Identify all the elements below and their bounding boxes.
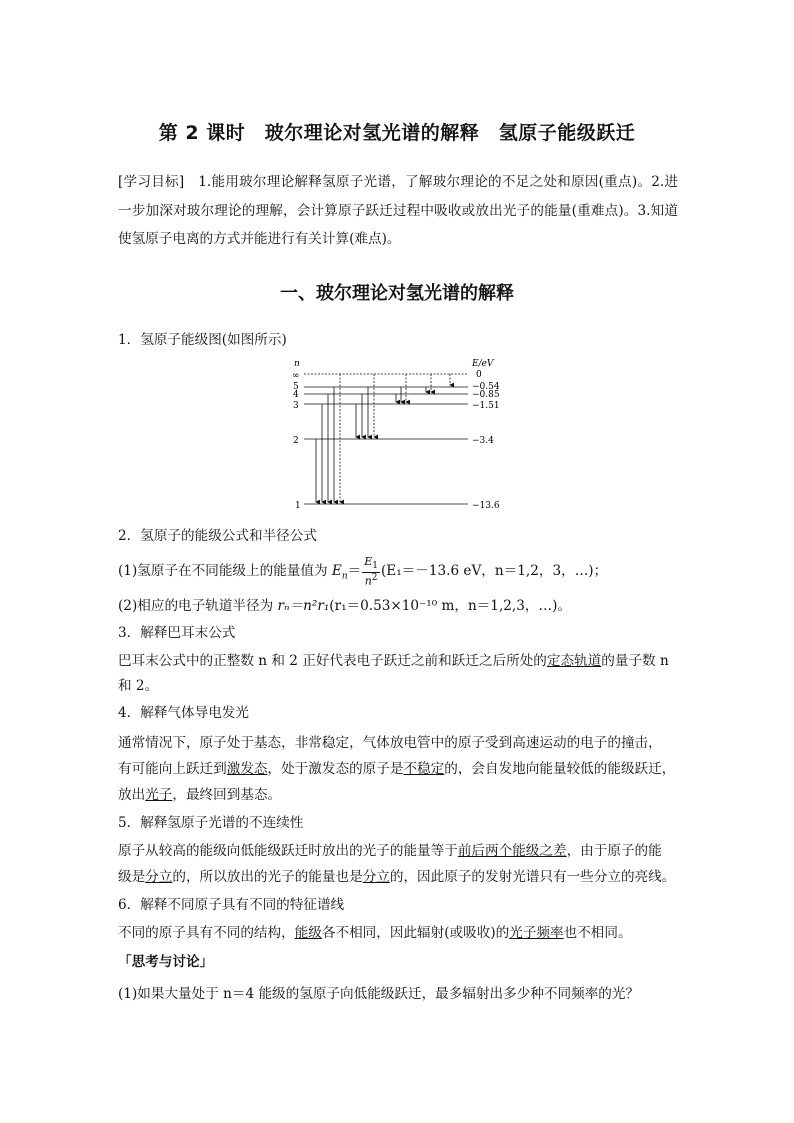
discontinuity-line-1	[118, 841, 678, 861]
item-4-heading: 4．解释气体导电发光	[118, 705, 249, 721]
discontinuity-line-2	[118, 867, 678, 887]
energy-formula-line	[118, 556, 678, 590]
energy-fraction	[362, 556, 380, 587]
objectives-tag: [学习目标]	[118, 174, 185, 190]
item-2-heading: 2．氢原子的能级公式和半径公式	[118, 528, 317, 544]
gas-discharge-line-3	[118, 785, 678, 805]
page-title: 第 2 课时 玻尔理论对氢光谱的解释 氢原子能级跃迁	[158, 122, 636, 144]
level-n-inf: ∞	[292, 371, 300, 381]
fraction-denominator-sup: 2	[371, 573, 378, 584]
level-e-4: −0.85	[472, 390, 500, 400]
balmer-explanation-line-1	[118, 651, 678, 671]
text-run: ，由于原子的能	[566, 843, 662, 859]
text-run: 级是	[118, 869, 146, 885]
brackett-series-arrows	[426, 374, 431, 392]
text-run: 放出	[118, 787, 146, 803]
item-6-heading: 6．解释不同原子具有不同的特征谱线	[118, 897, 345, 913]
level-e-5: −0.54	[472, 382, 500, 392]
energy-symbol-sub: n	[341, 571, 348, 582]
spectral-lines-line-1	[118, 923, 678, 943]
fraction-denominator: n	[364, 574, 372, 588]
underlined-term: 前后两个能级之差	[457, 843, 567, 859]
level-lines	[304, 374, 468, 504]
level-n-4: 4	[293, 390, 299, 400]
radius-formula: rₙ＝n²r₁	[277, 598, 330, 614]
level-n-1: 1	[295, 501, 301, 511]
text-run: 也不相同。	[563, 925, 632, 941]
text-run: 的量子数 n	[601, 653, 669, 669]
text-run: 的，因此原子的发射光谱只有一些分立的亮线。	[389, 869, 676, 885]
level-n-3: 3	[293, 401, 299, 411]
underlined-term: 光子	[145, 787, 173, 803]
underlined-term: 光子频率	[509, 925, 564, 941]
radius-formula-prefix: (2)相应的电子轨道半径为	[118, 598, 278, 614]
balmer-series-arrows	[356, 374, 374, 437]
text-run: 不同的原子具有不同的结构，	[118, 925, 295, 941]
text-run: ，最终回到基态。	[172, 787, 282, 803]
level-e-2: −3.4	[472, 436, 494, 446]
text-run: 原子从较高的能级向低能级跃迁时放出的光子的能量等于	[118, 843, 458, 859]
text-run: 的，会自发地向能量较低的能级跃迁，	[444, 761, 676, 777]
underlined-term: 分立	[145, 869, 173, 885]
discussion-heading: 「思考与讨论」	[118, 954, 214, 970]
text-run: 巴耳末公式中的正整数 n 和 2 正好代表电子跃迁之前和跃迁之后所处的	[118, 653, 547, 669]
section-title: 一、玻尔理论对氢光谱的解释	[280, 283, 514, 304]
lyman-series-arrows	[316, 374, 340, 502]
level-e-3: −1.51	[472, 401, 500, 411]
level-n-5: 5	[293, 382, 299, 392]
item-5-heading: 5．解释氢原子光谱的不连续性	[118, 815, 304, 831]
energy-level-diagram	[280, 352, 520, 514]
gas-discharge-line-1: 通常情况下，原子处于基态，非常稳定，气体放电管中的原子受到高速运动的电子的撞击，	[118, 735, 662, 751]
gas-discharge-line-2	[118, 759, 678, 779]
learning-objectives	[118, 168, 678, 254]
item-3-heading: 3．解释巴耳末公式	[118, 625, 236, 641]
n-axis-label: n	[294, 359, 300, 369]
underlined-term: 分立	[362, 869, 390, 885]
underlined-term: 激发态	[226, 761, 268, 777]
energy-formula-prefix: (1)氢原子在不同能级上的能量值为	[118, 562, 332, 579]
text-run: 有可能向上跃迁到	[118, 761, 227, 777]
level-e-1: −13.6	[472, 501, 500, 511]
energy-axis-label: E/eV	[472, 359, 494, 369]
text-run: ，处于激发态的原子是	[267, 761, 404, 777]
energy-symbol: E	[331, 562, 342, 579]
radius-formula-suffix: (r₁＝0.53×10⁻¹⁰ m，n＝1,2,3，…)。	[329, 598, 571, 614]
underlined-term: 定态轨道	[546, 653, 602, 669]
underlined-term: 能级	[294, 925, 322, 941]
energy-formula-suffix: (E₁＝－13.6 eV，n＝1,2，3，…)；	[380, 562, 608, 579]
balmer-explanation-line-2: 和 2。	[118, 678, 159, 694]
text-run: 各不相同，因此辐射(或吸收)的	[321, 925, 510, 941]
item-1-heading: 1．氢原子能级图(如图所示)	[118, 332, 287, 348]
objectives-text: 1.能用玻尔理论解释氢原子光谱，了解玻尔理论的不足之处和原因(重点)。2.进一步加深对玻尔理论的理解，会计算原子跃迁过程中吸收或放出光子的能量(重难点)。3.知道使氢原子电离的方式并能进行有关计算(难点)。	[118, 174, 679, 247]
level-n-2: 2	[293, 436, 299, 446]
level-e-inf: 0	[476, 370, 482, 380]
fraction-numerator: E	[364, 555, 373, 568]
text-run: 的，所以放出的光子的能量也是	[172, 869, 363, 885]
underlined-term: 不稳定	[403, 761, 445, 777]
discussion-question-1: (1)如果大量处于 n＝4 能级的氢原子向低能级跃迁，最多辐射出多少种不同频率的光？	[118, 986, 640, 1002]
fraction-numerator-sub: 1	[372, 561, 378, 572]
paschen-series-arrows	[396, 374, 406, 402]
equals-sign: ＝	[347, 562, 362, 579]
radius-formula-line	[118, 596, 678, 616]
